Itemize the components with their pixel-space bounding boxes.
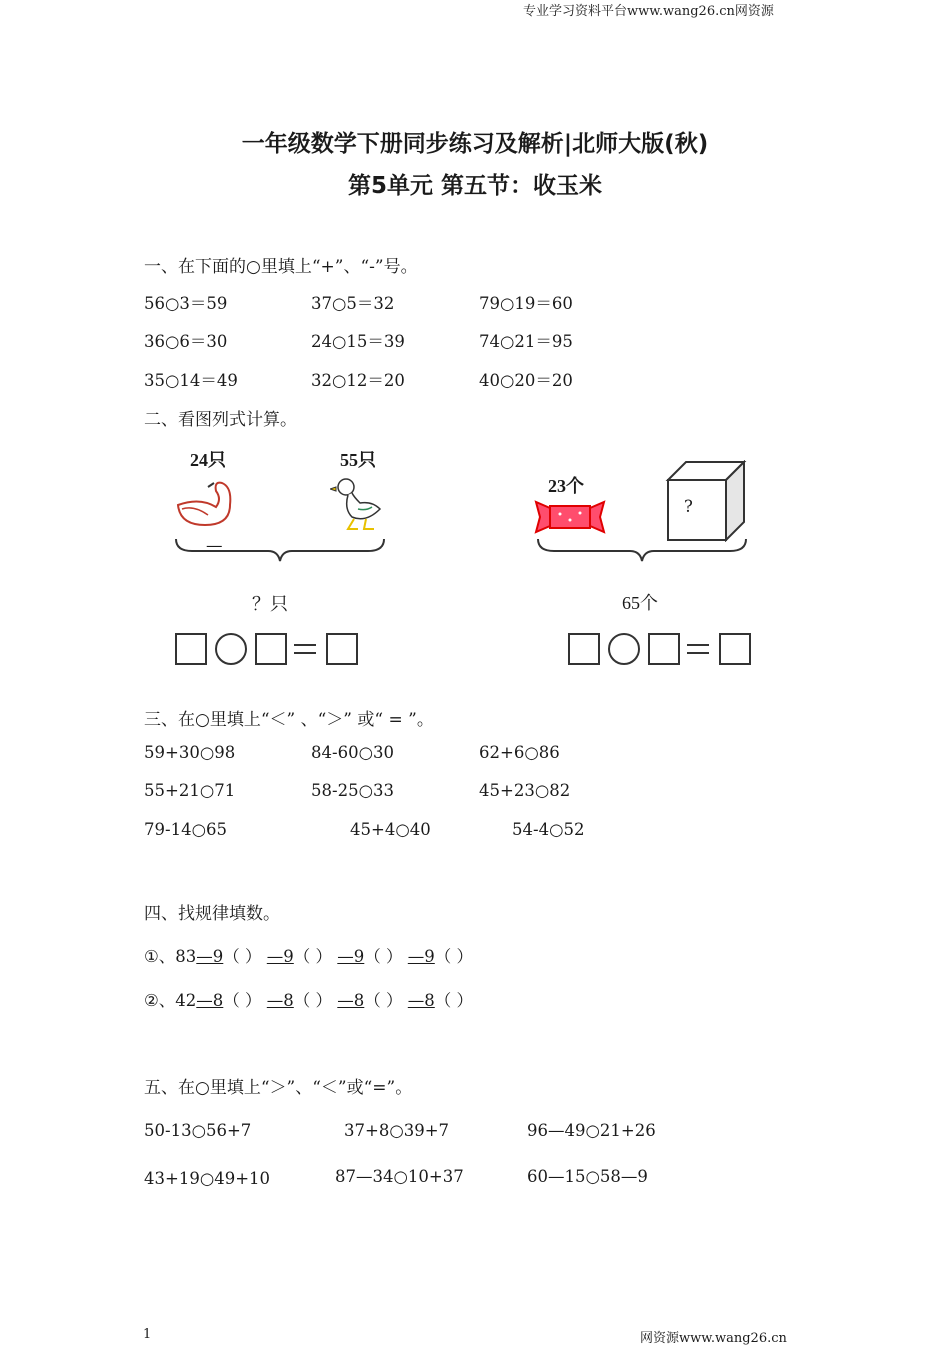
s5-item: 87—34○10+37: [335, 1167, 464, 1186]
seq1-blank[interactable]: （ ）: [223, 947, 262, 966]
seq2-op: —8: [266, 991, 294, 1010]
title-line2: 第5单元 第五节：收玉米: [347, 173, 602, 199]
header-text: 专业学习资料平台www.wang26.cn网资源: [523, 4, 774, 19]
answer-box[interactable]: [568, 633, 600, 665]
title-line1: 一年级数学下册同步练习及解析|北师大版(秋): [241, 131, 709, 157]
section4-heading: 四、找规律填数。: [144, 904, 280, 924]
box-image: [664, 460, 748, 542]
seq1-blank[interactable]: （ ）: [434, 947, 474, 966]
left-dash: —: [206, 536, 223, 555]
s3-item: 59+30○98: [144, 743, 236, 762]
seq1-blank[interactable]: （ ）: [293, 947, 333, 966]
seq1-op: —9: [196, 947, 224, 966]
seq2-op: —8: [407, 991, 435, 1010]
seq1-op: —9: [266, 947, 294, 966]
right-count: 23个: [548, 476, 584, 496]
seq2-op: —8: [337, 991, 365, 1010]
s3-item: 54-4○52: [512, 820, 585, 839]
seq1-start: ①、83: [144, 947, 197, 966]
page-number: 1: [143, 1327, 152, 1342]
s5-item: 60—15○58—9: [527, 1167, 648, 1186]
equals-sign: [687, 644, 709, 654]
s3-item: 45+4○40: [350, 820, 431, 839]
sequence-row-2: [144, 987, 473, 1011]
equals-sign: [294, 644, 316, 654]
swan-image: [170, 475, 240, 530]
s5-item: 96—49○21+26: [527, 1121, 656, 1140]
s3-item: 45+23○82: [479, 781, 571, 800]
seq1-blank[interactable]: （ ）: [364, 947, 403, 966]
s1-item: 35○14＝49: [144, 371, 238, 390]
seq2-blank[interactable]: （ ）: [293, 991, 333, 1010]
section5-heading: 五、在○里填上“＞”、“＜”或“=”。: [144, 1078, 413, 1098]
s3-item: 55+21○71: [144, 781, 236, 800]
s1-item: 32○12＝20: [311, 371, 405, 390]
sequence-row-1: [144, 943, 473, 967]
s1-item: 37○5＝32: [311, 294, 395, 313]
s1-item: 79○19＝60: [479, 294, 573, 313]
box-question: ?: [684, 497, 693, 516]
duck-image: [330, 475, 385, 535]
s1-item: 56○3＝59: [144, 294, 228, 313]
left-total: ？只: [252, 594, 288, 615]
left-brace: [172, 535, 388, 565]
seq1-op: —9: [407, 947, 435, 966]
s1-item: 24○15＝39: [311, 332, 405, 351]
left-count2: 55只: [340, 450, 376, 470]
s3-item: 62+6○86: [479, 743, 560, 762]
left-count1: 24只: [190, 450, 226, 470]
seq2-op: —8: [196, 991, 224, 1010]
s5-item: 37+8○39+7: [344, 1121, 450, 1140]
s3-item: 58-25○33: [311, 781, 394, 800]
seq2-start: ②、42: [144, 991, 197, 1010]
seq2-blank[interactable]: （ ）: [223, 991, 262, 1010]
right-brace: [534, 535, 750, 565]
section2-heading: 二、看图列式计算。: [144, 410, 297, 430]
s3-item: 79-14○65: [144, 820, 227, 839]
section1-heading: 一、在下面的○里填上“+”、“-”号。: [144, 257, 418, 277]
footer-site: 网资源www.wang26.cn: [640, 1331, 787, 1346]
answer-box[interactable]: [255, 633, 287, 665]
answer-box[interactable]: [719, 633, 751, 665]
seq2-blank[interactable]: （ ）: [434, 991, 474, 1010]
answer-box[interactable]: [326, 633, 358, 665]
answer-box[interactable]: [648, 633, 680, 665]
s5-item: 43+19○49+10: [144, 1169, 271, 1188]
right-total: 65个: [622, 593, 658, 613]
s1-item: 74○21＝95: [479, 332, 573, 351]
operator-circle[interactable]: [608, 633, 640, 665]
s3-item: 84-60○30: [311, 743, 394, 762]
s5-item: 50-13○56+7: [144, 1121, 252, 1140]
s1-item: 36○6＝30: [144, 332, 228, 351]
candy-image: [534, 500, 606, 536]
seq2-blank[interactable]: （ ）: [364, 991, 403, 1010]
s1-item: 40○20＝20: [479, 371, 573, 390]
operator-circle[interactable]: [215, 633, 247, 665]
seq1-op: —9: [337, 947, 365, 966]
answer-box[interactable]: [175, 633, 207, 665]
section3-heading: 三、在○里填上“＜” 、“＞” 或“ = ”。: [144, 710, 434, 730]
